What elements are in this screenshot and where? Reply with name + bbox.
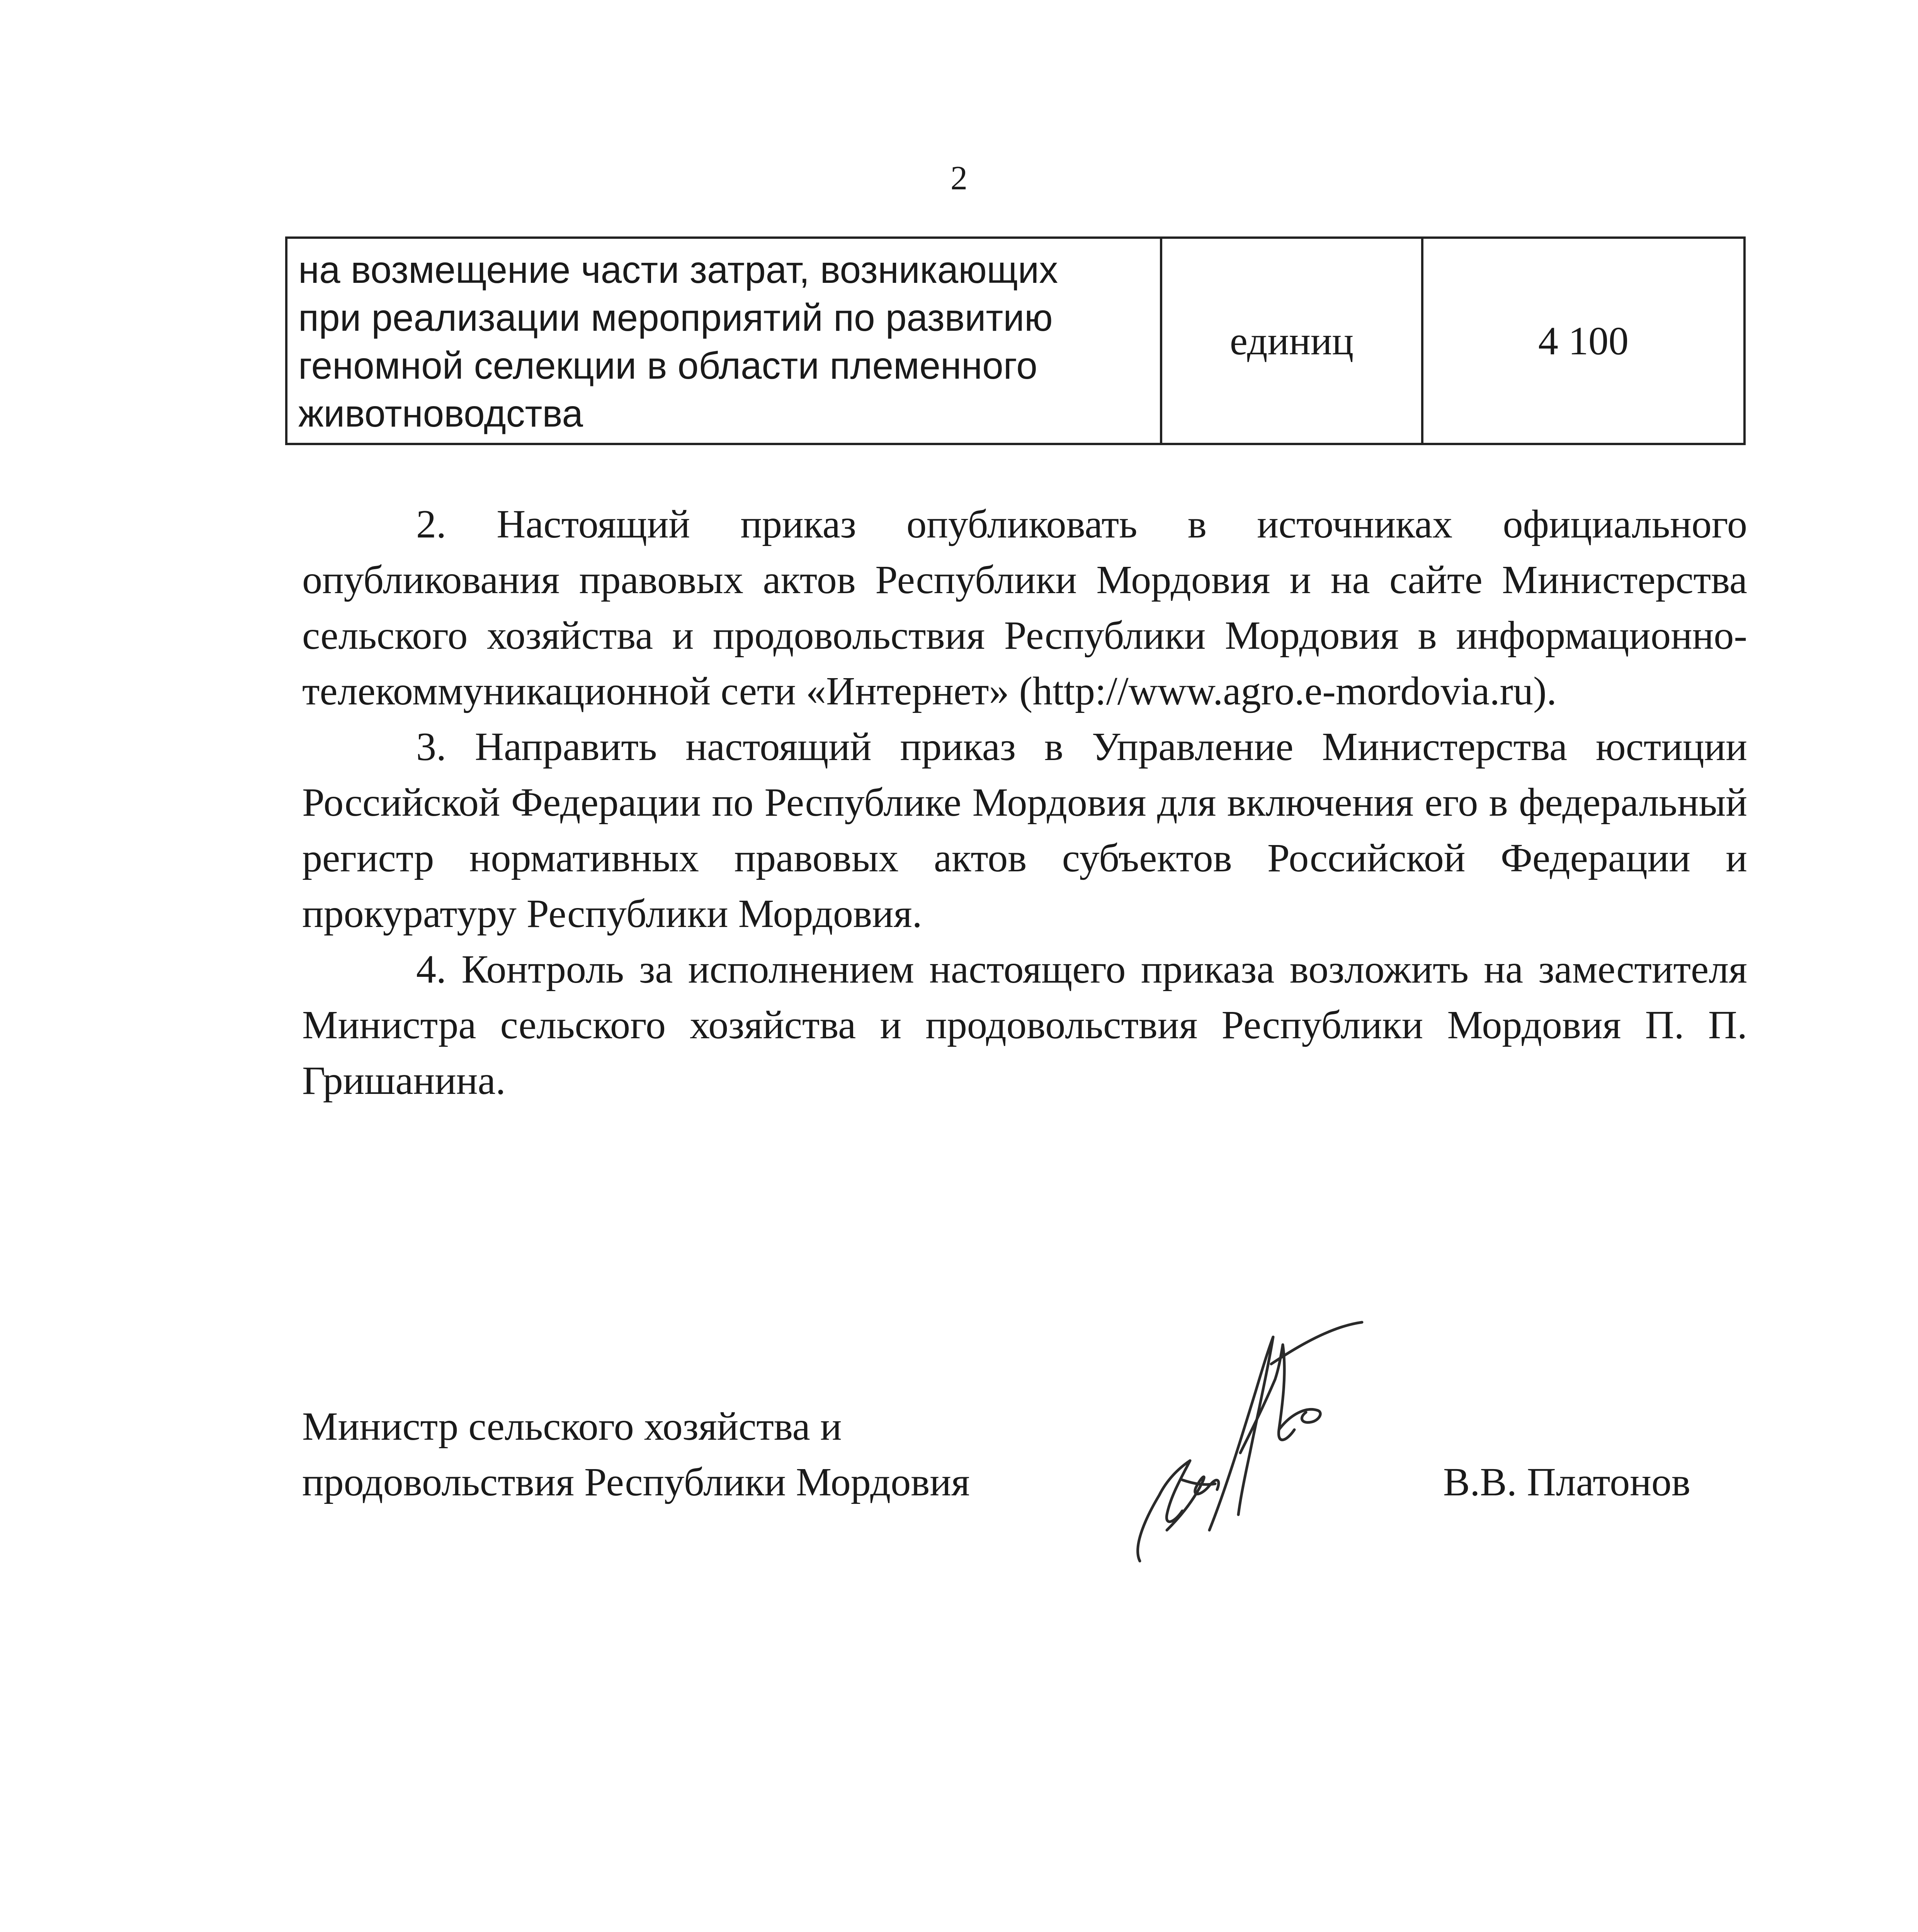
page-number: 2: [950, 160, 968, 197]
paragraph-registration: [302, 719, 1747, 942]
table-cell-value: 4 100: [1422, 238, 1745, 444]
description-line: при реализации мероприятий по развитию: [298, 296, 1053, 339]
paragraph-line: опубликования правовых актов Республики Мордовия и на сайте: [302, 558, 1483, 602]
paragraph-line: 2. Настоящий приказ опубликовать в источниках официального: [416, 502, 1747, 546]
signatory-title: [302, 1399, 970, 1510]
paragraph-line: Министерства сельского хозяйства и продовольствия Республики Мордовия: [302, 558, 1747, 658]
document-body: [302, 497, 1747, 1109]
paragraph-line: (http://www.agro.e-mordovia.ru).: [1019, 669, 1557, 713]
table-row: [286, 238, 1745, 444]
paragraph-line: заместителя Министра сельского хозяйства и продовольствия Республики: [302, 947, 1747, 1047]
paragraph-line: 3. Направить настоящий приказ в Управление Министерства юстиции: [416, 724, 1747, 769]
paragraph-line: Российской Федерации по Республике Мордовия для включения его в: [302, 780, 1508, 825]
paragraph-line: федеральный регистр нормативных правовых актов субъектов Российской: [302, 780, 1748, 880]
signatory-name: В.В. Платонов: [1443, 1460, 1691, 1504]
paragraph-line: Федерации и прокуратуру Республики Мордовия.: [302, 836, 1747, 936]
signatory-title-line: Министр сельского хозяйства и: [302, 1404, 842, 1449]
signature-stroke: [1138, 1461, 1190, 1561]
description-line: геномной селекции в области племенного: [298, 344, 1037, 387]
paragraph-line: 4. Контроль за исполнением настоящего приказа возложить на: [416, 947, 1524, 992]
description-line: на возмещение части затрат, возникающих: [298, 248, 1058, 291]
signatory-title-line: продовольствия Республики Мордовия: [302, 1460, 970, 1504]
signature-stroke: [1279, 1409, 1320, 1430]
paragraph-control: [302, 942, 1747, 1109]
signature-stroke: [1240, 1345, 1294, 1453]
paragraph-publication: [302, 497, 1747, 719]
table-cell-unit: единиц: [1161, 238, 1422, 444]
signature-stroke: [1209, 1337, 1273, 1530]
handwritten-signature: [1124, 1314, 1395, 1584]
paragraph-line: Мордовия П. П. Гришанина.: [302, 1003, 1747, 1103]
description-line: животноводства: [298, 392, 583, 435]
paragraph-line: в информационно-телекоммуникационной сети «Интернет»: [302, 613, 1748, 713]
data-table: [285, 236, 1746, 445]
table-cell-description: [286, 238, 1161, 444]
